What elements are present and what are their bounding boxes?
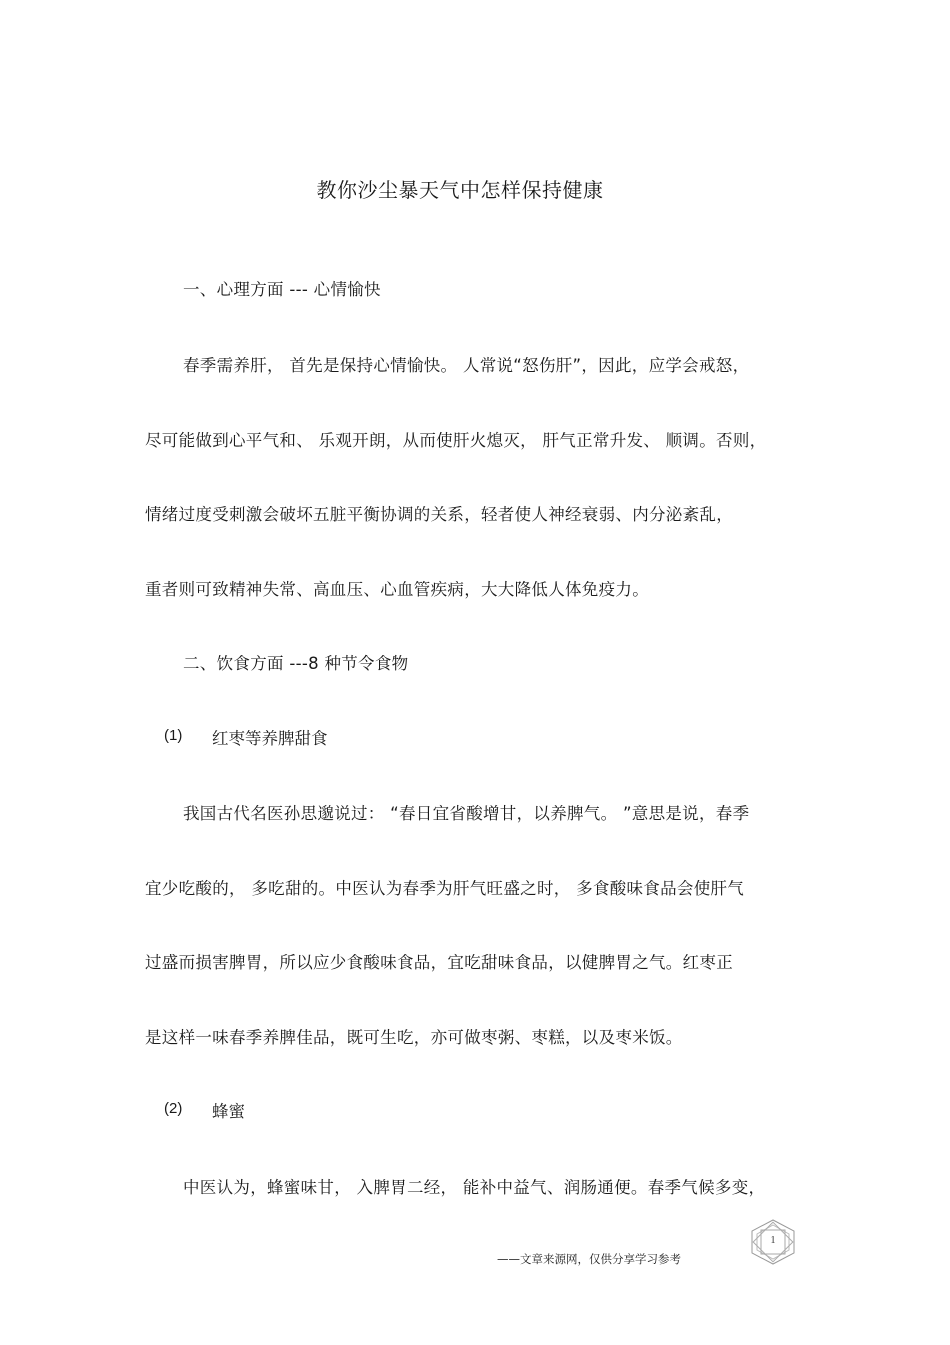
item-number: (2) xyxy=(164,1100,183,1117)
paragraph-line: 我国古代名医孙思邈说过： “春日宜省酸增甘，以养脾气。 ”意思是说，春季 xyxy=(183,804,750,823)
item-number: (1) xyxy=(164,727,183,744)
paragraph-line: 宜少吃酸的， 多吃甜的。中医认为春季为肝气旺盛之时， 多食酸味食品会使肝气 xyxy=(145,879,745,898)
item-label: 红枣等养脾甜食 xyxy=(212,729,328,748)
document-title: 教你沙尘暴天气中怎样保持健康 xyxy=(316,178,604,202)
paragraph-line: 情绪过度受刺激会破坏五脏平衡协调的关系，轻者使人神经衰弱、内分泌紊乱， xyxy=(145,505,733,524)
paragraph-line: 中医认为，蜂蜜味甘， 入脾胃二经， 能补中益气、润肠通便。春季气候多变， xyxy=(183,1178,766,1197)
page-number-badge xyxy=(748,1218,798,1266)
paragraph-line: 春季需养肝， 首先是保持心情愉快。 人常说“怒伤肝”，因此，应学会戒怒， xyxy=(183,356,750,375)
footer-note: ——文章来源网，仅供分享学习参考 xyxy=(497,1252,681,1266)
page-number: 1 xyxy=(770,1235,776,1246)
section-2-heading: 二、饮食方面 ---8 种节令食物 xyxy=(183,654,409,673)
item-label: 蜂蜜 xyxy=(212,1102,245,1121)
paragraph-line: 重者则可致精神失常、高血压、心血管疾病，大大降低人体免疫力。 xyxy=(145,580,649,599)
paragraph-line: 过盛而损害脾胃，所以应少食酸味食品，宜吃甜味食品，以健脾胃之气。红枣正 xyxy=(145,953,733,972)
paragraph-line: 尽可能做到心平气和、 乐观开朗，从而使肝火熄灭， 肝气正常升发、 顺调。否则， xyxy=(145,431,767,450)
section-1-heading: 一、心理方面 --- 心情愉快 xyxy=(183,280,381,299)
paragraph-line: 是这样一味春季养脾佳品，既可生吃，亦可做枣粥、枣糕，以及枣米饭。 xyxy=(145,1028,683,1047)
